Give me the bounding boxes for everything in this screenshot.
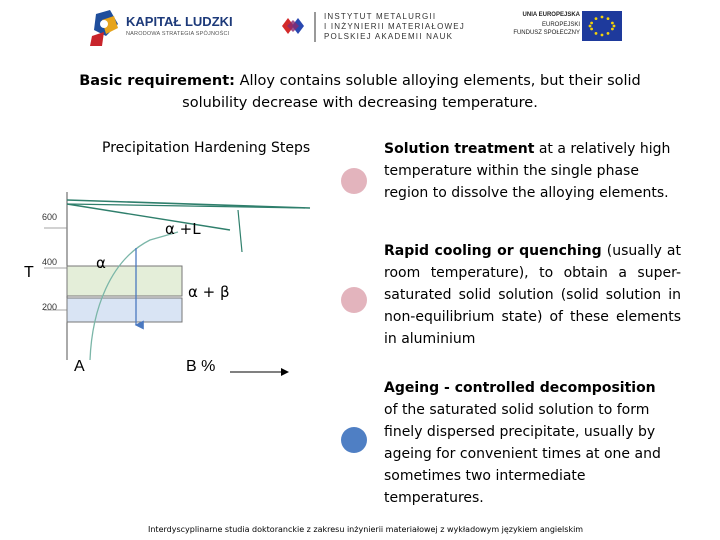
y-axis-label: T (24, 264, 34, 281)
basic-requirement-lead: Basic requirement: (79, 73, 235, 89)
x-right-label: B % (186, 358, 216, 375)
kapital-ludzki-subtitle: NARODOWA STRATEGIA SPÓJNOŚCI (126, 31, 230, 37)
diagram-title: Precipitation Hardening Steps (102, 140, 311, 156)
eu-line-3: FUNDUSZ SPOŁECZNY (513, 30, 580, 36)
eu-flag-icon (582, 11, 622, 41)
institute-line-1: INSTYTUT METALURGII (324, 12, 437, 21)
kapital-ludzki-logo-icon (90, 10, 118, 46)
step-2-marker (341, 287, 367, 313)
alpha-boundary (67, 204, 230, 230)
step-1-title: Solution treatment (384, 141, 535, 157)
eu-line-1: UNIA EUROPEJSKA (522, 12, 580, 18)
region-alpha-beta: α + β (188, 283, 230, 301)
kapital-ludzki-name: KAPITAŁ LUDZKI (126, 14, 233, 29)
liquidus-line (67, 200, 310, 208)
phase-diagram (0, 160, 330, 390)
aging-band (67, 298, 182, 322)
institute-line-3: POLSKIEJ AKADEMII NAUK (324, 32, 454, 41)
step-1-text (384, 138, 684, 204)
eutectic-line (238, 210, 242, 252)
step-2-title: Rapid cooling or quenching (384, 243, 602, 259)
region-alpha-liquid: α +L (165, 220, 201, 238)
basic-requirement (70, 70, 650, 114)
eu-line-2: EUROPEJSKI (541, 22, 580, 28)
region-alpha: α (96, 254, 106, 272)
step-1-body: at a relatively high temperature within the single phase region to dissolve the alloying elements. (384, 141, 671, 201)
tick-label-400: 400 (42, 257, 58, 267)
x-left-label: A (74, 358, 85, 375)
basic-requirement-text: Alloy contains soluble alloying elements, but their solid solubility decrease with decreasing temperature. (182, 73, 641, 111)
tick-label-600: 600 (42, 212, 58, 222)
footer-text: Interdyscyplinarne studia doktoranckie z zakresu inżynierii materiałowej z wykładowym językiem angielskim (148, 525, 584, 534)
institute-line-2: I INŻYNIERII MATERIAŁOWEJ (324, 22, 465, 31)
tick-label-200: 200 (42, 302, 58, 312)
step-3-text (384, 377, 666, 509)
step-3-marker (341, 427, 367, 453)
institute-logo-icon (280, 12, 315, 42)
step-3-title: Ageing - controlled decomposition (384, 380, 656, 396)
step-3-body: of the saturated solid solution to form finely dispersed precipitate, usually by ageing for convenient times at one and sometimes two intermediate temperatures. (384, 402, 661, 506)
step-2-body: (usually at room temperature), to obtain a super-saturated solid solution (solid solution in non-equilibrium state) of these elements in aluminium (384, 243, 681, 347)
solution-band (67, 266, 182, 296)
step-1-marker (341, 168, 367, 194)
step-2-text (384, 240, 681, 350)
